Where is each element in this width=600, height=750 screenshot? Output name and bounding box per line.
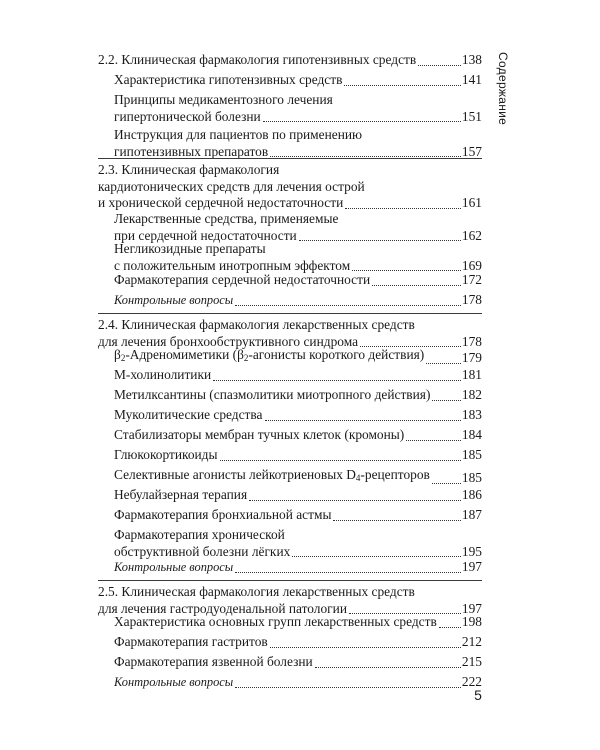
- toc-page-number: 151: [461, 108, 482, 124]
- toc-entry[interactable]: [114, 367, 482, 384]
- toc-entry[interactable]: [114, 241, 482, 274]
- toc-entry-title: 2.2. Клиническая фармакология гипотензивных средств: [98, 52, 417, 67]
- toc-page-number: 197: [461, 559, 482, 574]
- toc-page-number: 197: [461, 600, 482, 616]
- section-divider: [98, 580, 482, 581]
- toc-entry-title-cont: гипертонической болезни: [114, 108, 261, 124]
- toc-page-number: 161: [461, 195, 482, 210]
- toc-page-number: 179: [461, 350, 482, 365]
- toc-entry[interactable]: [114, 347, 482, 367]
- toc-entry-title: 2.5. Клиническая фармакология лекарственных средств: [98, 584, 415, 599]
- toc-entry[interactable]: [114, 654, 482, 671]
- leader-dots: [235, 571, 461, 573]
- page-number: 5: [474, 687, 482, 703]
- toc-entry-title: М-холинолитики: [114, 367, 212, 382]
- title-part: -рецепторов: [360, 467, 430, 482]
- leader-dots: [249, 499, 461, 501]
- toc-entry[interactable]: [114, 211, 482, 244]
- leader-dots: [213, 379, 461, 381]
- leader-dots: [292, 555, 461, 557]
- subscript: 4: [355, 473, 361, 483]
- toc-page-number: 178: [461, 292, 482, 307]
- leader-dots: [432, 482, 461, 484]
- toc-entry-title: Характеристика гипотензивных средств: [114, 72, 343, 87]
- toc-entry-title: Принципы медикаментозного лечения: [114, 92, 333, 107]
- toc-entry-title: Контрольные вопросы: [114, 293, 234, 307]
- toc-entry-review-questions[interactable]: [114, 674, 482, 691]
- toc-page-number: 162: [461, 227, 482, 243]
- leader-dots: [345, 207, 461, 209]
- toc-entry-title: Лекарственные средства, применяемые: [114, 211, 339, 226]
- toc-entry-title: Контрольные вопросы: [114, 675, 234, 689]
- toc-entry[interactable]: [98, 52, 482, 69]
- toc-page-number: 215: [461, 654, 482, 669]
- beta-symbol: β: [114, 347, 121, 362]
- leader-dots: [406, 439, 461, 441]
- toc-entry[interactable]: [114, 527, 482, 560]
- toc-entry-title-cont: обструктивной болезни лёгких: [114, 543, 291, 559]
- toc-entry[interactable]: [114, 507, 482, 524]
- toc-entry[interactable]: [114, 427, 482, 444]
- leader-dots: [235, 686, 461, 688]
- section-divider: [98, 313, 482, 314]
- toc-entry[interactable]: [114, 614, 482, 631]
- leader-dots: [344, 84, 460, 86]
- toc-entry[interactable]: [114, 634, 482, 651]
- toc-entry-title: Небулайзерная терапия: [114, 487, 248, 502]
- toc-page-number: 185: [461, 470, 482, 485]
- toc-entry[interactable]: [114, 92, 482, 125]
- toc-entry-title: Глюкокортикоиды: [114, 447, 218, 462]
- title-part: Селективные агонисты лейкотриеновых D: [114, 467, 356, 482]
- leader-dots: [352, 269, 461, 271]
- toc-page-number: 181: [461, 367, 482, 382]
- toc-entry-title: Негликозидные препараты: [114, 241, 266, 256]
- toc-page-number: 212: [461, 634, 482, 649]
- toc-entry-review-questions[interactable]: [114, 559, 482, 576]
- toc-entry-title: Метилксантины (спазмолитики миотропного действия): [114, 387, 431, 402]
- leader-dots: [315, 666, 461, 668]
- toc-entry-title: Инструкция для пациентов по применению: [114, 127, 363, 142]
- leader-dots: [220, 459, 461, 461]
- toc-entry[interactable]: [98, 162, 482, 212]
- toc-page-number: 157: [461, 143, 482, 159]
- toc-page-number: 172: [461, 272, 482, 287]
- toc-entry-title-cont: для лечения гастродуоденальной патологии: [98, 600, 348, 616]
- toc-entry-title: Фармакотерапия хронической: [114, 527, 285, 542]
- leader-dots: [235, 304, 461, 306]
- leader-dots: [372, 284, 461, 286]
- leader-dots: [439, 626, 461, 628]
- leader-dots: [432, 399, 461, 401]
- leader-dots: [270, 155, 461, 157]
- leader-dots: [418, 64, 461, 66]
- toc-entry[interactable]: [114, 72, 482, 89]
- toc-entry[interactable]: [114, 447, 482, 464]
- toc-page-number: 186: [461, 487, 482, 502]
- toc-entry-title-cont: и хронической сердечной недостаточности: [98, 195, 344, 210]
- toc-page-number: 182: [461, 387, 482, 402]
- toc-entry-title-cont: с положительным инотропным эффектом: [114, 257, 351, 273]
- toc-entry-title: Контрольные вопросы: [114, 560, 234, 574]
- toc-page-number: 222: [461, 674, 482, 689]
- toc-entry-title: 2.4. Клиническая фармакология лекарственных средств: [98, 317, 415, 332]
- subscript: 2: [243, 353, 249, 363]
- subscript: 2: [120, 353, 126, 363]
- leader-dots: [265, 419, 461, 421]
- toc-page-number: 195: [461, 543, 482, 559]
- toc-entry[interactable]: [114, 387, 482, 404]
- toc-page-number: 169: [461, 257, 482, 273]
- toc-entry-title: Стабилизаторы мембран тучных клеток (кромоны): [114, 427, 405, 442]
- toc-page-number: 183: [461, 407, 482, 422]
- leader-dots: [426, 362, 461, 364]
- toc-entry-title-cont: для лечения бронхообструктивного синдрома: [98, 333, 359, 349]
- title-part: -агонисты короткого действия): [248, 347, 425, 362]
- leader-dots: [333, 519, 460, 521]
- toc-entry-title-cont: кардиотонических средств для лечения острой: [98, 178, 365, 194]
- toc-entry-title: [114, 347, 424, 367]
- toc-entry-review-questions[interactable]: [114, 292, 482, 309]
- leader-dots: [263, 120, 461, 122]
- section-divider: [98, 158, 482, 159]
- toc-page-number: 198: [461, 614, 482, 629]
- toc-entry-title: [114, 467, 430, 487]
- leader-dots: [270, 646, 461, 648]
- running-header: Содержание: [496, 52, 510, 126]
- toc-entry-title: Муколитические средства: [114, 407, 263, 422]
- toc-entry[interactable]: [98, 584, 482, 617]
- toc-entry-title: Фармакотерапия бронхиальной астмы: [114, 507, 332, 522]
- title-part: -Адреномиметики (β: [125, 347, 244, 362]
- toc-entry[interactable]: [98, 317, 482, 350]
- toc-entry-title: Характеристика основных групп лекарственных средств: [114, 614, 437, 629]
- toc-page-number: 178: [461, 333, 482, 349]
- toc-entry-title-cont: гипотензивных препаратов: [114, 143, 269, 159]
- toc-page-number: 185: [461, 447, 482, 462]
- toc-entry-title: Фармакотерапия сердечной недостаточности: [114, 272, 371, 287]
- toc-entry[interactable]: [114, 487, 482, 504]
- toc-entry-title: Фармакотерапия язвенной болезни: [114, 654, 313, 669]
- toc-page-number: 184: [461, 427, 482, 442]
- toc-entry[interactable]: [114, 467, 482, 487]
- toc-page-number: 141: [461, 72, 482, 87]
- toc-entry-title: 2.3. Клиническая фармакология: [98, 162, 280, 177]
- toc-entry-title: Фармакотерапия гастритов: [114, 634, 268, 649]
- toc-entry[interactable]: [114, 407, 482, 424]
- toc-entry[interactable]: [114, 272, 482, 289]
- toc-page-number: 187: [461, 507, 482, 522]
- toc-entry-title-cont: при сердечной недостаточности: [114, 227, 297, 243]
- toc-entry[interactable]: [114, 127, 482, 160]
- toc-page-number: 138: [461, 52, 482, 67]
